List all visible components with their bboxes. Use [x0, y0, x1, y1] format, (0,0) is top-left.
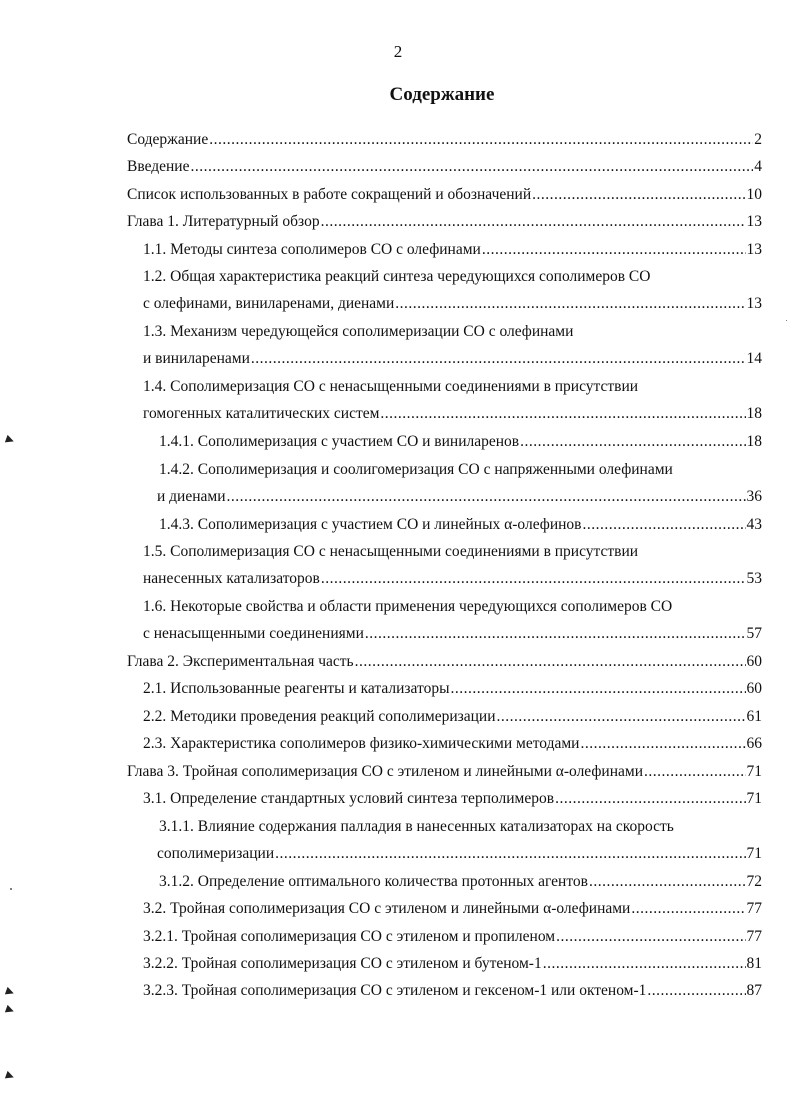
- toc-page-number: 2: [754, 131, 762, 148]
- toc-page-number: 10: [746, 186, 762, 203]
- toc-entry: [127, 130, 762, 150]
- toc-page-number: 4: [754, 158, 762, 175]
- toc-entry-title: Глава 1. Литературный обзор: [127, 213, 320, 230]
- toc-entry-title: 3.1.2. Определение оптимального количества протонных агентов: [159, 873, 588, 890]
- toc-entry: [143, 954, 762, 974]
- dot-leader: [555, 789, 745, 809]
- toc-entry-title: 2.3. Характеристика сополимеров физико-химическими методами: [143, 735, 580, 752]
- toc-page-number: 18: [746, 433, 762, 450]
- toc-entry-title-first-line: 1.2. Общая характеристика реакций синтеза чередующихся сополимеров СО: [143, 268, 651, 285]
- toc-page-number: 13: [746, 213, 762, 230]
- page-number: 2: [393, 42, 403, 61]
- dot-leader: [227, 487, 746, 507]
- toc-entry-title-first-line: 1.3. Механизм чередующейся сополимеризации СО с олефинами: [143, 323, 574, 340]
- toc-page-number: 61: [746, 708, 762, 725]
- toc-page-number: 13: [746, 241, 762, 258]
- scan-speck: [10, 888, 12, 890]
- toc-entry: [143, 267, 762, 314]
- toc-entry: [143, 707, 762, 727]
- toc-entry-title: Глава 2. Экспериментальная часть: [127, 653, 354, 670]
- toc-entry: [143, 981, 762, 1001]
- scan-marker-1: [5, 435, 15, 445]
- toc-entry-title: нанесенных катализаторов: [143, 570, 320, 587]
- dot-leader: [580, 734, 745, 754]
- toc-entry-title: 1.4.3. Сополимеризация с участием СО и линейных α-олефинов: [159, 516, 582, 533]
- scan-speck: [786, 320, 787, 321]
- dot-leader: [631, 899, 745, 919]
- toc-entry: [159, 872, 762, 892]
- dot-leader: [556, 927, 745, 947]
- toc-page-number: 36: [746, 488, 762, 505]
- scan-marker-4: [5, 1071, 15, 1081]
- scan-marker-3: [5, 1005, 15, 1015]
- dot-leader: [380, 404, 745, 424]
- toc-entry-title-first-line: 3.1.1. Влияние содержания палладия в нанесенных катализаторах на скорость: [159, 818, 674, 835]
- toc-page-number: 71: [746, 790, 762, 807]
- dot-leader: [275, 844, 745, 864]
- toc-page-number: 13: [746, 295, 762, 312]
- toc-page-number: 87: [746, 982, 762, 999]
- toc-page-number: 14: [746, 350, 762, 367]
- toc-page-number: 72: [746, 873, 762, 890]
- toc-entry-title: гомогенных каталитических систем: [143, 405, 380, 422]
- dot-leader: [251, 349, 746, 369]
- dot-leader: [395, 294, 745, 314]
- toc-entry: [143, 240, 762, 260]
- toc-entry: [143, 899, 762, 919]
- toc-page-number: 43: [746, 516, 762, 533]
- toc-entry: [127, 185, 762, 205]
- toc-entry: [127, 762, 762, 782]
- toc-entry: [159, 432, 762, 452]
- toc-entry-title: Введение: [127, 158, 190, 175]
- toc-page-number: 57: [746, 625, 762, 642]
- toc-entry: [143, 542, 762, 589]
- toc-entry: [143, 734, 762, 754]
- toc-entry-title-first-line: 1.5. Сополимеризация СО с ненасыщенными соединениями в присутствии: [143, 543, 639, 560]
- toc-entry-title: с олефинами, виниларенами, диенами: [143, 295, 395, 312]
- toc-page-number: 60: [746, 653, 762, 670]
- toc-page-number: 18: [746, 405, 762, 422]
- toc-entry: [157, 460, 762, 507]
- dot-leader: [647, 981, 745, 1001]
- toc-entry: [157, 817, 762, 864]
- toc-entry-title: 3.2.3. Тройная сополимеризация СО с этиленом и гексеном-1 или октеном-1: [143, 982, 647, 999]
- dot-leader: [543, 954, 746, 974]
- toc-entry: [143, 322, 762, 369]
- dot-leader: [589, 872, 746, 892]
- toc-entry-title: Содержание: [127, 131, 209, 148]
- dot-leader: [482, 240, 746, 260]
- toc-entry-title: сополимеризации: [157, 845, 275, 862]
- toc-entry-title: 2.1. Использованные реагенты и катализаторы: [143, 680, 450, 697]
- toc-entry-title: 1.4.1. Сополимеризация с участием СО и виниларенов: [159, 433, 520, 450]
- toc-entry-title-first-line: 1.4.2. Сополимеризация и соолигомеризация СО с напряженными олефинами: [159, 461, 673, 478]
- toc-entry-title: 3.2. Тройная сополимеризация СО с этиленом и линейными α-олефинами: [143, 900, 631, 917]
- toc-entry: [143, 927, 762, 947]
- dot-leader: [190, 157, 753, 177]
- toc-entry: [127, 652, 762, 672]
- toc-entry-title: Список использованных в работе сокращений и обозначений: [127, 186, 532, 203]
- toc-entry-title: 1.1. Методы синтеза сополимеров СО с олефинами: [143, 241, 481, 258]
- dot-leader: [451, 679, 746, 699]
- dot-leader: [532, 185, 745, 205]
- toc-page-number: 77: [746, 928, 762, 945]
- toc-page-number: 60: [746, 680, 762, 697]
- toc-entry: [143, 789, 762, 809]
- toc-page-number: 53: [746, 570, 762, 587]
- toc-entry: [143, 377, 762, 424]
- toc-entry: [143, 679, 762, 699]
- toc-page-number: 71: [746, 763, 762, 780]
- dot-leader: [209, 130, 753, 150]
- toc-entry-title: Глава 3. Тройная сополимеризация СО с этиленом и линейными α-олефинами: [127, 763, 643, 780]
- toc-entry-title: 3.2.2. Тройная сополимеризация СО с этиленом и бутеном-1: [143, 955, 542, 972]
- dot-leader: [321, 212, 746, 232]
- dot-leader: [644, 762, 746, 782]
- dot-leader: [355, 652, 746, 672]
- toc-page-number: 81: [746, 955, 762, 972]
- toc-entry-title: с ненасыщенными соединениями: [143, 625, 364, 642]
- toc-entry-title: 3.2.1. Тройная сополимеризация СО с этиленом и пропиленом: [143, 928, 556, 945]
- dot-leader: [321, 569, 746, 589]
- dot-leader: [582, 515, 745, 535]
- dot-leader: [365, 624, 746, 644]
- toc-page-number: 71: [746, 845, 762, 862]
- toc-entry-title: 2.2. Методики проведения реакций сополимеризации: [143, 708, 496, 725]
- toc-entry-title: и диенами: [157, 488, 226, 505]
- toc-entry-title-first-line: 1.4. Сополимеризация СО с ненасыщенными соединениями в присутствии: [143, 378, 639, 395]
- toc-page-number: 77: [746, 900, 762, 917]
- toc-page-number: 66: [746, 735, 762, 752]
- toc-entry: [159, 515, 762, 535]
- scan-marker-2: [5, 987, 15, 997]
- toc-entry-title: 3.1. Определение стандартных условий синтеза терполимеров: [143, 790, 555, 807]
- page-title: Содержание: [389, 84, 495, 105]
- dot-leader: [497, 707, 746, 727]
- toc-entry: [143, 597, 762, 644]
- toc-entry-title: и виниларенами: [143, 350, 250, 367]
- toc-entry-title-first-line: 1.6. Некоторые свойства и области применения чередующихся сополимеров СО: [143, 598, 673, 615]
- dot-leader: [520, 432, 745, 452]
- toc-entry: [127, 212, 762, 232]
- toc-entry: [127, 157, 762, 177]
